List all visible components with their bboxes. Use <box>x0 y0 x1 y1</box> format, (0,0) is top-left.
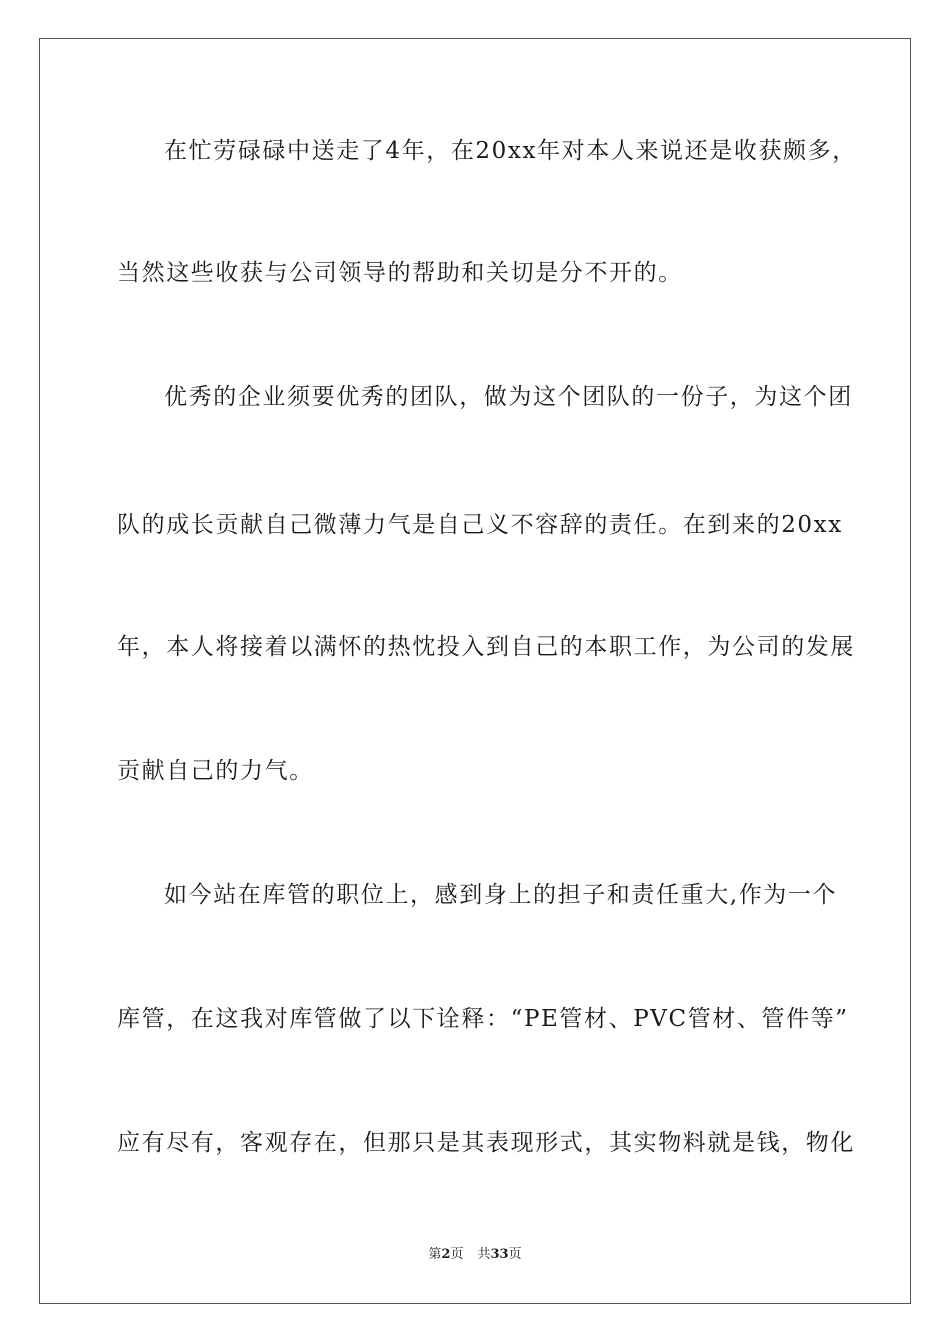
page-footer <box>0 1246 950 1264</box>
paragraph-3-line-1: 如今站在库管的职位上，感到身上的担子和责任重大,作为一个 <box>164 882 838 908</box>
total-suffix: 页 <box>508 1247 522 1262</box>
paragraph-1-line-1: 在忙劳碌碌中送走了4年，在20xx年对本人来说还是收获颇多， <box>164 138 857 164</box>
page-suffix: 页 <box>450 1247 464 1262</box>
paragraph-3-line-2: 库管，在这我对库管做了以下诠释：“PE管材、PVC管材、管件等” <box>117 1006 849 1032</box>
paragraph-2-line-4: 贡献自己的力气。 <box>117 758 314 784</box>
page-number: 2 <box>441 1247 451 1262</box>
paragraph-1-line-2: 当然这些收获与公司领导的帮助和关切是分不开的。 <box>117 260 683 286</box>
page-prefix: 第 <box>428 1247 442 1262</box>
page-frame <box>39 38 911 1304</box>
paragraph-2-line-3: 年，本人将接着以满怀的热忱投入到自己的本职工作，为公司的发展 <box>117 634 855 660</box>
paragraph-2-line-1: 优秀的企业须要优秀的团队，做为这个团队的一份子，为这个团 <box>164 384 853 410</box>
total-prefix: 共 <box>477 1247 491 1262</box>
paragraph-2-line-2: 队的成长贡献自己微薄力气是自己义不容辞的责任。在到来的20xx <box>117 512 843 538</box>
total-pages: 33 <box>490 1247 509 1262</box>
paragraph-3-line-3: 应有尽有，客观存在，但那只是其表现形式，其实物料就是钱，物化 <box>117 1130 855 1156</box>
